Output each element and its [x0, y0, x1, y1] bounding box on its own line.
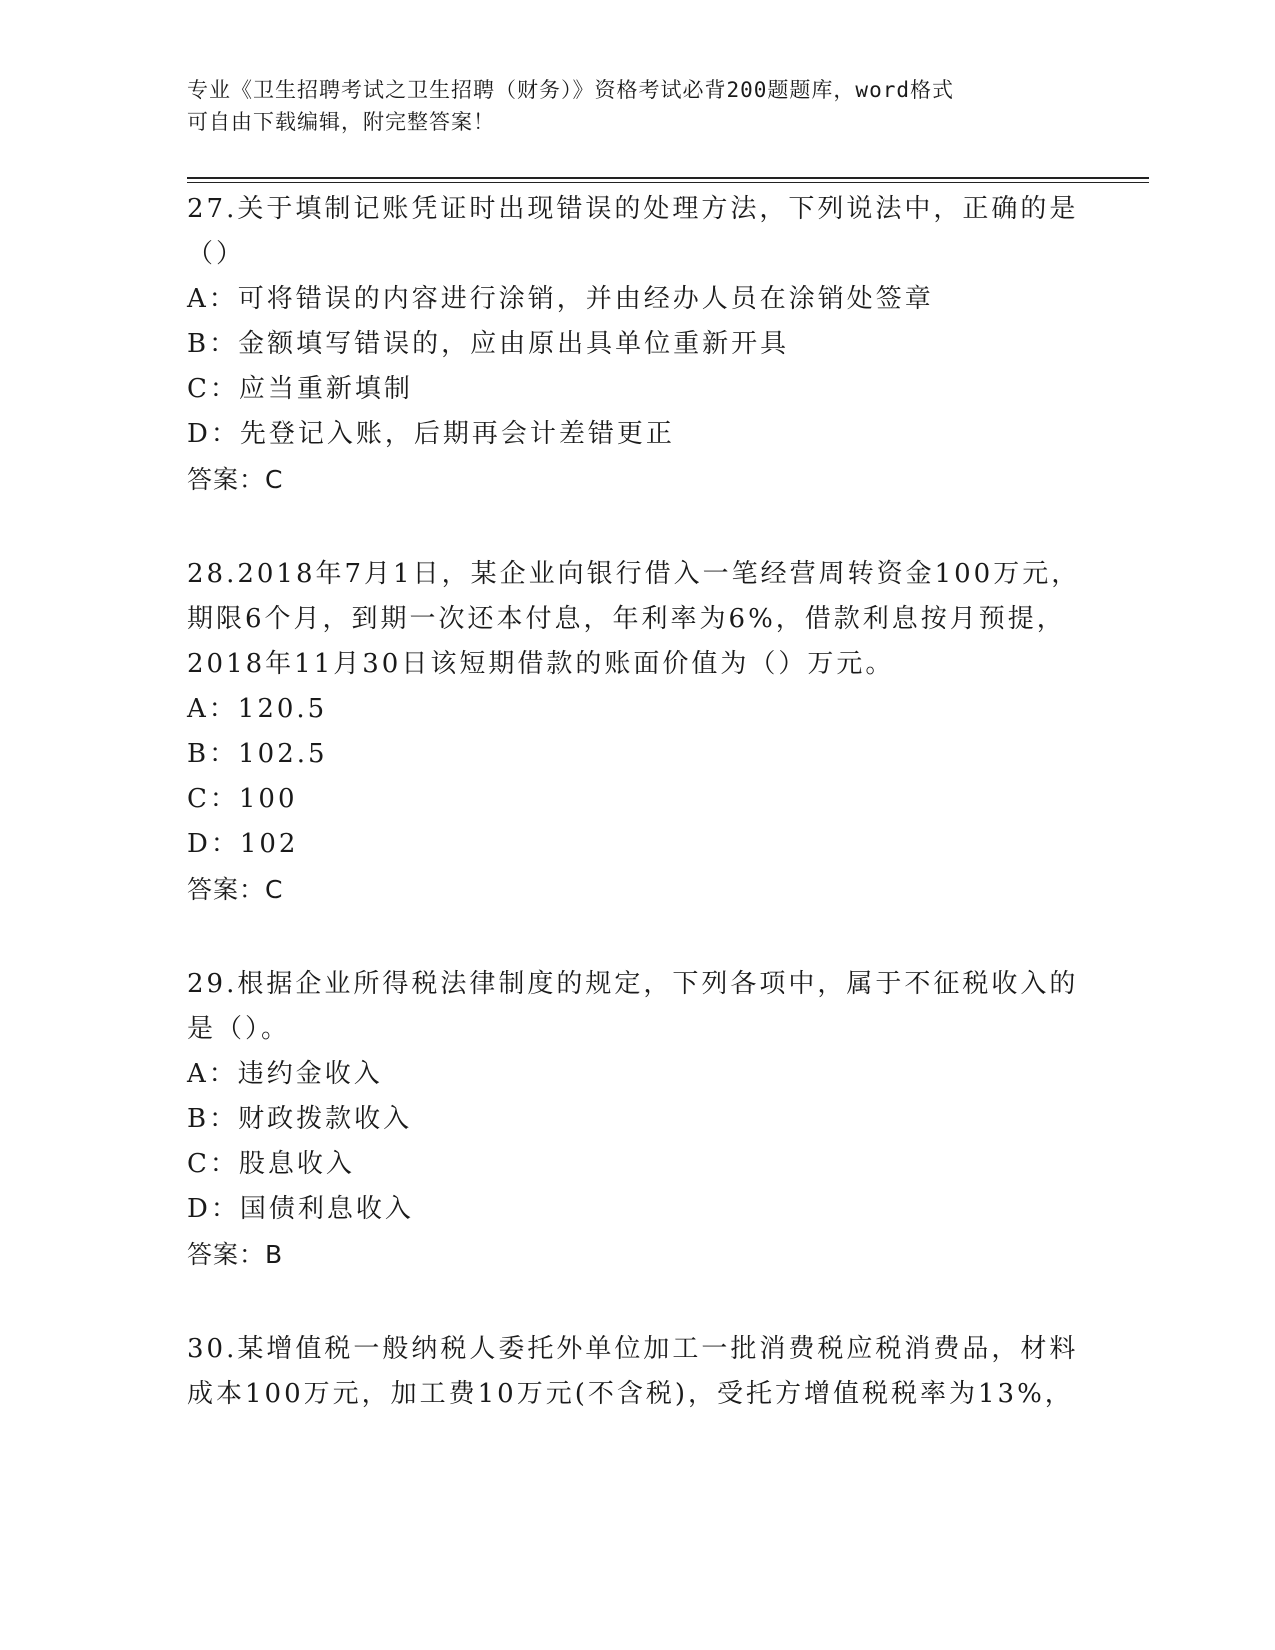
question-text-line: 27.关于填制记账凭证时出现错误的处理方法，下列说法中，正确的是 [187, 194, 1079, 224]
header-title-line-2: 可自由下载编辑，附完整答案！ [187, 110, 495, 134]
question-text-line: （） [187, 239, 246, 269]
question-text-line: 29.根据企业所得税法律制度的规定，下列各项中，属于不征税收入的 [187, 969, 1079, 999]
question-text-line: 28.2018年7月1日，某企业向银行借入一笔经营周转资金100万元， [187, 559, 1081, 589]
question-text-line: 成本100万元，加工费10万元(不含税)，受托方增值税税率为13%， [187, 1379, 1074, 1409]
option-d: D：国债利息收入 [187, 1194, 414, 1224]
header-title-line-1: 专业《卫生招聘考试之卫生招聘（财务）》资格考试必背200题题库，word格式 [187, 78, 954, 102]
option-c: C：100 [187, 784, 298, 814]
question-spacer [187, 502, 1087, 552]
question-spacer [187, 1277, 1087, 1327]
question-text-line: 是（）。 [187, 1014, 291, 1044]
question-27 [187, 187, 1087, 502]
answer-line: 答案：C [187, 875, 284, 904]
answer-line: 答案：C [187, 465, 284, 494]
option-d: D：先登记入账，后期再会计差错更正 [187, 419, 675, 449]
question-spacer [187, 912, 1087, 962]
option-d: D：102 [187, 829, 299, 859]
header-divider-thick [187, 177, 1149, 179]
answer-line: 答案：B [187, 1240, 284, 1269]
option-b: B：金额填写错误的，应由原出具单位重新开具 [187, 329, 790, 359]
option-a: A：120.5 [187, 694, 328, 724]
document-header [187, 74, 1067, 138]
question-text-line: 期限6个月，到期一次还本付息，年利率为6%，借款利息按月预提， [187, 604, 1066, 634]
question-text-line: 30.某增值税一般纳税人委托外单位加工一批消费税应税消费品，材料 [187, 1334, 1079, 1364]
option-b: B：102.5 [187, 739, 328, 769]
option-a: A：违约金收入 [187, 1059, 383, 1089]
question-29 [187, 962, 1087, 1277]
question-30 [187, 1327, 1087, 1417]
header-divider-thin [187, 182, 1149, 183]
option-b: B：财政拨款收入 [187, 1104, 413, 1134]
question-28 [187, 552, 1087, 912]
question-list [187, 187, 1087, 1417]
option-c: C：股息收入 [187, 1149, 355, 1179]
option-c: C：应当重新填制 [187, 374, 413, 404]
question-text-line: 2018年11月30日该短期借款的账面价值为（）万元。 [187, 649, 895, 679]
option-a: A：可将错误的内容进行涂销，并由经办人员在涂销处签章 [187, 284, 934, 314]
